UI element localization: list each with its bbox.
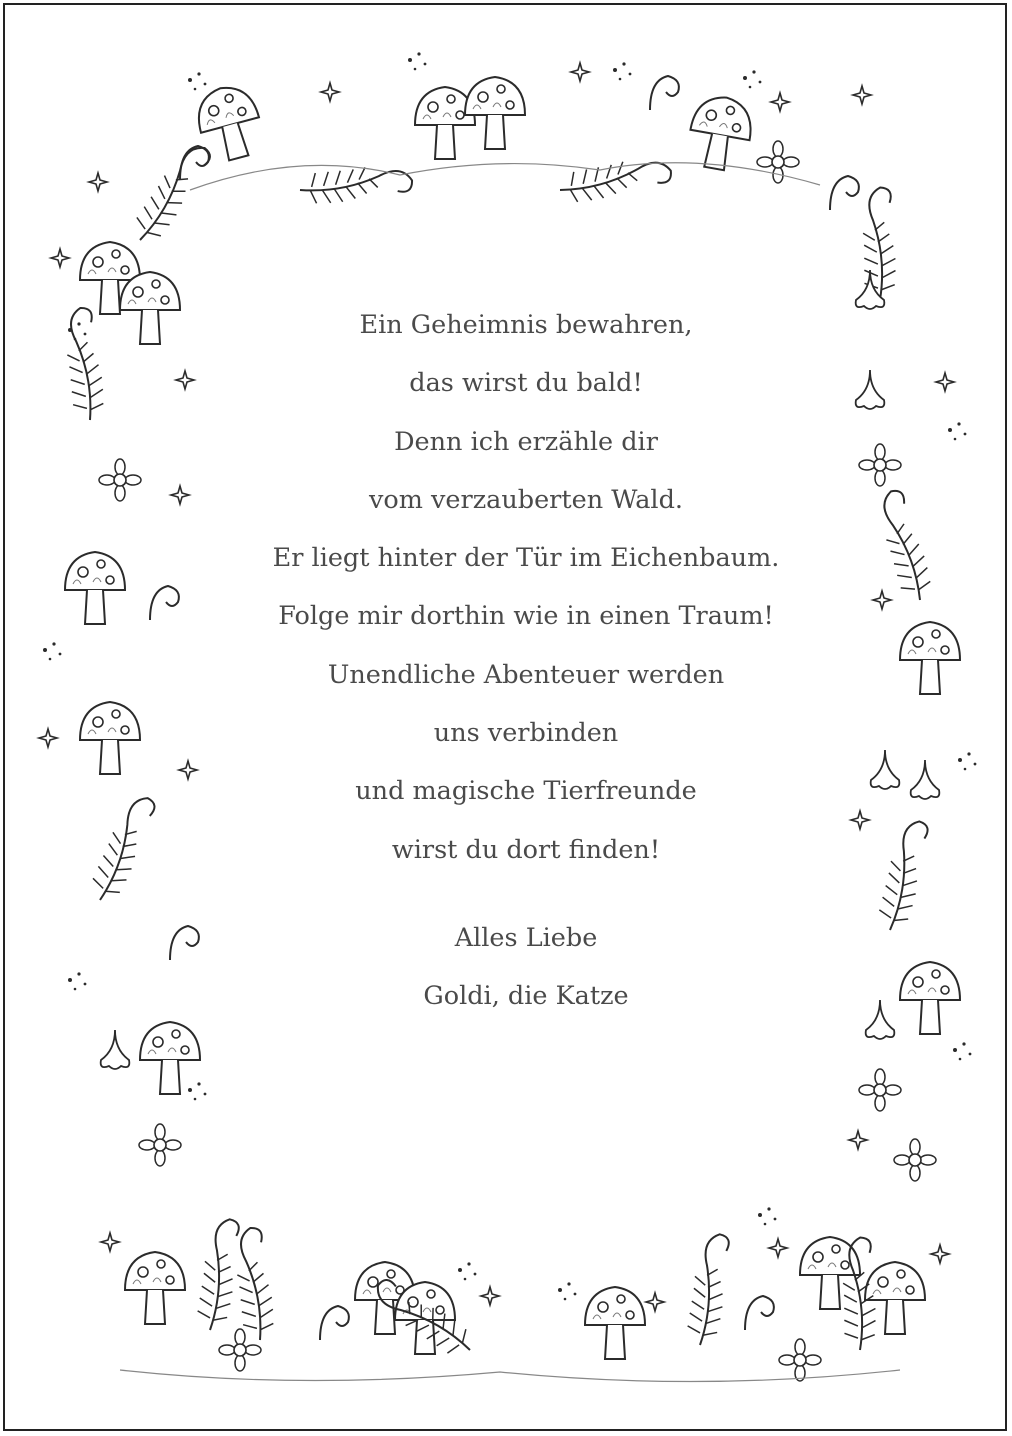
star-icon (851, 811, 869, 829)
signature-greeting: Alles Liebe (454, 923, 598, 953)
mushroom-icon (585, 1287, 645, 1359)
star-icon (179, 761, 197, 779)
star-icon (176, 371, 194, 389)
flower-icon (219, 1329, 261, 1371)
bellflower-icon (856, 270, 885, 309)
fern-icon (298, 157, 414, 210)
fern-icon (227, 1226, 280, 1342)
star-icon (571, 63, 589, 81)
star-icon (873, 591, 891, 609)
bellflower-icon (866, 1000, 895, 1039)
dots-icon (408, 52, 426, 70)
poem-line: wirst du dort finden! (391, 834, 661, 865)
fern-icon (128, 136, 213, 250)
fern-icon (87, 790, 157, 907)
fern-icon (745, 1296, 774, 1330)
poem-line: Denn ich erzähle dir (394, 426, 658, 457)
fern-icon (869, 488, 939, 605)
flower-icon (894, 1139, 936, 1181)
dots-icon (958, 752, 976, 770)
star-icon (321, 83, 339, 101)
fern-icon (320, 1306, 349, 1340)
dots-icon (68, 972, 86, 990)
bellflower-icon (856, 370, 885, 409)
fern-icon (556, 147, 673, 209)
signature (220, 918, 832, 1034)
dots-icon (188, 1082, 206, 1100)
poem-line: Folge mir dorthin wie in einen Traum! (278, 601, 774, 632)
star-icon (51, 249, 69, 267)
star-icon (39, 729, 57, 747)
bellflower-icon (911, 760, 940, 799)
fern-icon (830, 176, 859, 210)
mushroom-icon (140, 1022, 200, 1094)
mushroom-icon (465, 77, 525, 149)
signature-name: Goldi, die Katze (423, 981, 629, 1011)
bellflower-icon (101, 1030, 130, 1069)
poem-line: Unendliche Abenteuer werden (327, 659, 725, 690)
star-icon (849, 1131, 867, 1149)
dots-icon (43, 642, 61, 660)
fern-icon (650, 76, 679, 110)
poem-line: Er liegt hinter der Tür im Eichenbaum. (272, 543, 780, 574)
mushroom-icon (125, 1252, 185, 1324)
dots-icon (948, 422, 966, 440)
border-right (830, 176, 976, 1181)
flower-icon (859, 1069, 901, 1111)
poem-line: Ein Geheimnis bewahren, (359, 310, 693, 340)
mushroom-icon (865, 1262, 925, 1334)
flower-icon (139, 1124, 181, 1166)
fern-icon (876, 817, 929, 933)
flower-icon (757, 141, 799, 183)
dots-icon (188, 72, 206, 90)
poem-line: das wirst du bald! (409, 368, 643, 399)
flower-icon (779, 1339, 821, 1381)
star-icon (171, 486, 189, 504)
star-icon (481, 1287, 499, 1305)
fern-icon (856, 187, 899, 302)
star-icon (89, 173, 107, 191)
star-icon (769, 1239, 787, 1257)
fern-icon (150, 586, 179, 620)
mushroom-icon (900, 622, 960, 694)
poem (220, 305, 832, 888)
border-left (39, 136, 213, 1166)
poem-line: vom verzauberten Wald. (368, 484, 684, 515)
dots-icon (458, 1262, 476, 1280)
mushroom-icon (685, 92, 757, 173)
border-top (180, 52, 871, 209)
poem-line: und magische Tierfreunde (355, 776, 697, 807)
mushroom-icon (80, 702, 140, 774)
fern-icon (170, 926, 199, 960)
flower-icon (859, 444, 901, 486)
star-icon (771, 93, 789, 111)
star-icon (931, 1245, 949, 1263)
mushroom-icon (415, 87, 475, 159)
border-bottom (101, 1207, 949, 1381)
fern-icon (196, 1217, 239, 1332)
flower-icon (99, 459, 141, 501)
fern-icon (686, 1232, 729, 1347)
dots-icon (953, 1042, 971, 1060)
dots-icon (758, 1207, 776, 1225)
bellflower-icon (871, 750, 900, 789)
fern-icon (180, 146, 209, 180)
mushroom-icon (120, 272, 180, 344)
mushroom-icon (65, 552, 125, 624)
dots-icon (558, 1282, 576, 1300)
poem-line: uns verbinden (433, 718, 619, 749)
fern-icon (57, 306, 110, 422)
mushroom-icon (191, 81, 268, 166)
star-icon (101, 1233, 119, 1251)
star-icon (853, 86, 871, 104)
star-icon (936, 373, 954, 391)
dots-icon (743, 70, 761, 88)
dots-icon (613, 62, 631, 80)
star-icon (646, 1293, 664, 1311)
mushroom-icon (900, 962, 960, 1034)
